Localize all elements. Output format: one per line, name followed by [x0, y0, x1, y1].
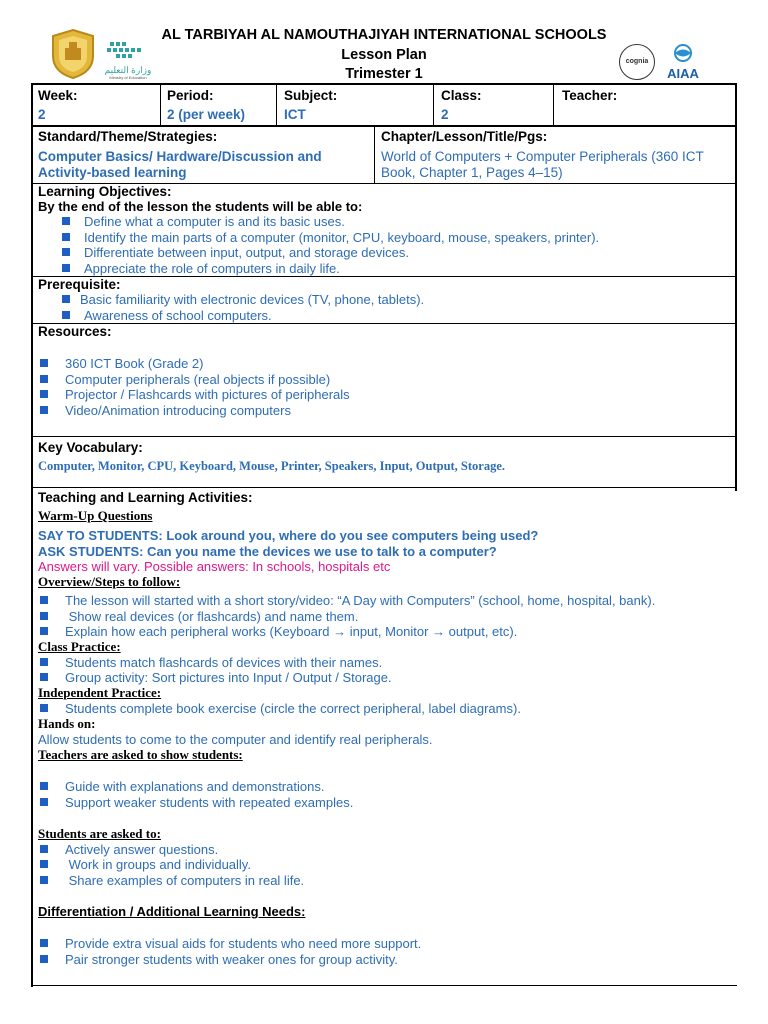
bullet-square-icon — [40, 627, 48, 635]
class-value: 2 — [441, 107, 449, 122]
bullet-square-icon — [62, 217, 70, 225]
objectives-row-bottom — [31, 276, 737, 277]
objectives-intro: By the end of the lesson the students will be able to: — [38, 199, 363, 214]
resource-item: Projector / Flashcards with pictures of peripherals — [40, 387, 350, 402]
objective-item: Define what a computer is and its basic uses. — [62, 214, 345, 229]
subject-label: Subject: — [284, 88, 338, 103]
standard-label: Standard/Theme/Strategies: — [38, 129, 218, 144]
bullet-square-icon — [40, 860, 48, 868]
bullet-square-icon — [62, 233, 70, 241]
class-practice-label: Class Practice: — [38, 639, 121, 654]
bullet-square-icon — [40, 612, 48, 620]
subject-value: ICT — [284, 107, 306, 122]
overview-item: Show real devices (or flashcards) and name them. — [40, 609, 358, 624]
cognia-text: cognia — [625, 58, 649, 65]
ministry-english-text: Ministry of Education — [109, 75, 147, 80]
bullet-square-icon — [40, 845, 48, 853]
bullet-square-icon — [40, 798, 48, 806]
prerequisite-label: Prerequisite: — [38, 277, 121, 292]
chapter-line-1: World of Computers + Computer Peripherals (360 ICT — [381, 149, 704, 164]
overview-label: Overview/Steps to follow: — [38, 574, 181, 589]
overview-item: The lesson will started with a short story/video: “A Day with Computers” (school, home, hospital, bank). — [40, 593, 655, 608]
ask-students: ASK STUDENTS: Can you name the devices we use to talk to a computer? — [38, 544, 497, 559]
info-col-1 — [160, 83, 161, 126]
bullet-square-icon — [62, 264, 70, 272]
bullet-square-icon — [40, 704, 48, 712]
standard-line-1: Computer Basics/ Hardware/Discussion and — [38, 149, 322, 164]
vocabulary-row-bottom — [31, 487, 737, 488]
table-border-bottom — [31, 985, 737, 986]
objective-item: Differentiate between input, output, and storage devices. — [62, 245, 409, 260]
resource-item: Computer peripherals (real objects if possible) — [40, 372, 330, 387]
week-label: Week: — [38, 88, 78, 103]
class-practice-item: Group activity: Sort pictures into Input / Output / Storage. — [40, 670, 392, 685]
week-value: 2 — [38, 107, 46, 122]
possible-answers: Answers will vary. Possible answers: In schools, hospitals etc — [38, 559, 391, 574]
period-label: Period: — [167, 88, 214, 103]
standard-col-divider — [374, 126, 375, 184]
chapter-line-2: Book, Chapter 1, Pages 4–15) — [381, 165, 563, 180]
independent-practice-item: Students complete book exercise (circle the correct peripheral, label diagrams). — [40, 701, 521, 716]
info-col-4 — [553, 83, 554, 126]
bullet-square-icon — [40, 939, 48, 947]
resources-row-bottom — [31, 436, 737, 437]
info-row-bottom — [31, 125, 737, 127]
table-border-right — [735, 83, 737, 491]
independent-practice-label: Independent Practice: — [38, 685, 162, 700]
resources-label: Resources: — [38, 324, 112, 339]
students-label: Students are asked to: — [38, 826, 161, 841]
class-practice-item: Students match flashcards of devices with their names. — [40, 655, 382, 670]
resource-item: Video/Animation introducing computers — [40, 403, 291, 418]
class-label: Class: — [441, 88, 482, 103]
teachers-item: Guide with explanations and demonstrations. — [40, 779, 324, 794]
bullet-square-icon — [62, 248, 70, 256]
cognia-logo — [619, 44, 655, 80]
chapter-label: Chapter/Lesson/Title/Pgs: — [381, 129, 548, 144]
bullet-square-icon — [40, 596, 48, 604]
hands-on-label: Hands on: — [38, 716, 96, 731]
table-border-top — [31, 83, 737, 85]
differentiation-item: Provide extra visual aids for students who need more support. — [40, 936, 421, 951]
bullet-square-icon — [40, 876, 48, 884]
bullet-square-icon — [62, 311, 70, 319]
differentiation-item: Pair stronger students with weaker ones for group activity. — [40, 952, 398, 967]
differentiation-label: Differentiation / Additional Learning Needs: — [38, 904, 306, 919]
school-name: AL TARBIYAH AL NAMOUTHAJIYAH INTERNATIONAL SCHOOLS — [161, 27, 607, 43]
teacher-label: Teacher: — [562, 88, 618, 103]
objectives-label: Learning Objectives: — [38, 184, 172, 199]
ministry-arabic-text: وزارة التعليم — [104, 65, 152, 75]
vocabulary-text: Computer, Monitor, CPU, Keyboard, Mouse, Printer, Speakers, Input, Output, Storage. — [38, 459, 506, 473]
activities-label: Teaching and Learning Activities: — [38, 490, 253, 505]
overview-item: Explain how each peripheral works (Keyboard → input, Monitor → output, etc). — [40, 624, 517, 639]
bullet-square-icon — [40, 782, 48, 790]
vocabulary-label: Key Vocabulary: — [38, 440, 143, 455]
doc-title: Lesson Plan — [341, 47, 427, 63]
hands-on-text: Allow students to come to the computer and identify real peripherals. — [38, 732, 433, 747]
prerequisite-item: Awareness of school computers. — [62, 308, 272, 323]
period-value: 2 (per week) — [167, 107, 246, 122]
info-col-3 — [433, 83, 434, 126]
aiaa-text: AIAA — [667, 66, 699, 81]
bullet-square-icon — [62, 295, 70, 303]
warmup-label: Warm-Up Questions — [38, 508, 153, 523]
aiaa-logo — [658, 44, 708, 80]
prerequisite-row-bottom — [31, 323, 737, 324]
teachers-item: Support weaker students with repeated examples. — [40, 795, 353, 810]
teachers-label: Teachers are asked to show students: — [38, 747, 243, 762]
info-col-2 — [276, 83, 277, 126]
bullet-square-icon — [40, 658, 48, 666]
say-to-students: SAY TO STUDENTS: Look around you, where do you see computers being used? — [38, 528, 539, 543]
term-title: Trimester 1 — [345, 66, 423, 82]
standard-line-2: Activity-based learning — [38, 165, 187, 180]
objective-item: Appreciate the role of computers in daily life. — [62, 261, 340, 276]
bullet-square-icon — [40, 359, 48, 367]
prerequisite-item: Basic familiarity with electronic devices (TV, phone, tablets). — [62, 292, 424, 307]
students-item: Share examples of computers in real life. — [40, 873, 304, 888]
objective-item: Identify the main parts of a computer (monitor, CPU, keyboard, mouse, speakers, printer). — [62, 230, 599, 245]
bullet-square-icon — [40, 390, 48, 398]
bullet-square-icon — [40, 955, 48, 963]
students-item: Work in groups and individually. — [40, 857, 251, 872]
bullet-square-icon — [40, 375, 48, 383]
bullet-square-icon — [40, 406, 48, 414]
table-border-left — [31, 83, 33, 987]
bullet-square-icon — [40, 673, 48, 681]
resource-item: 360 ICT Book (Grade 2) — [40, 356, 204, 371]
students-item: Actively answer questions. — [40, 842, 218, 857]
